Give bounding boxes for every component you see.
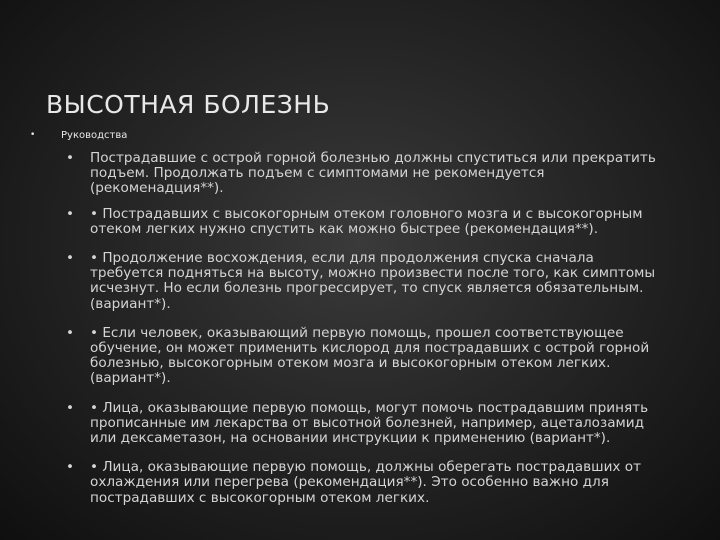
list-item-text: • Если человек, оказывающий первую помощь, прошел соответствующее обучение, он может применить кислород для пострадавших с острой горной болезнью, высокогорным отеком мозга и высокогорным отеком легких. (вариант*). [90, 324, 650, 387]
list-item [66, 251, 666, 312]
list-item [66, 207, 666, 237]
list-item-text: Пострадавшие с острой горной болезнью должны спуститься или прекратить подъем. Продолжать подъем с симптомами не рекомендуется (рекоменадция**). [90, 150, 656, 197]
section-label: Руководства [61, 130, 128, 141]
list-bullet: • [66, 459, 75, 476]
list-bullet: • [66, 324, 75, 341]
list-item [66, 401, 666, 447]
list-bullet: • [66, 205, 75, 222]
list-bullet: • [66, 150, 75, 166]
list-item-text: • Лица, оказывающие первую помощь, должны оберегать пострадавших от охлаждения или перегрева (рекомендация**). Это особенно важно для пострадавших с высокогорным отеком легких. [90, 459, 642, 506]
slide-title: ВЫСОТНАЯ БОЛЕЗНЬ [46, 90, 331, 119]
list-item [66, 151, 666, 197]
list-item [66, 326, 666, 387]
list-item [66, 460, 666, 506]
list-item-text: • Продолжение восхождения, если для продолжения спуска сначала требуется подняться на высоту, можно произвести после того, как симптомы исчезнут. Но если болезнь прогрессирует, то спуск является обязательным. (вариант*). [90, 250, 656, 312]
section-bullet: • [30, 130, 36, 140]
list-item-text: • Пострадавших с высокогорным отеком головного мозга и с высокогорным отеком легких нужно спустить как можно быстрее (рекомендация**). [90, 205, 643, 237]
list-item-text: • Лица, оказывающие первую помощь, могут помочь пострадавшим принять прописанные им лекарства от высотной болезней, например, ацеталозамид или дексаметазон, на основании инструкции к применению (вариант*). [90, 399, 649, 447]
list-bullet: • [66, 250, 75, 267]
list-bullet: • [66, 399, 75, 416]
guideline-list [66, 151, 666, 506]
